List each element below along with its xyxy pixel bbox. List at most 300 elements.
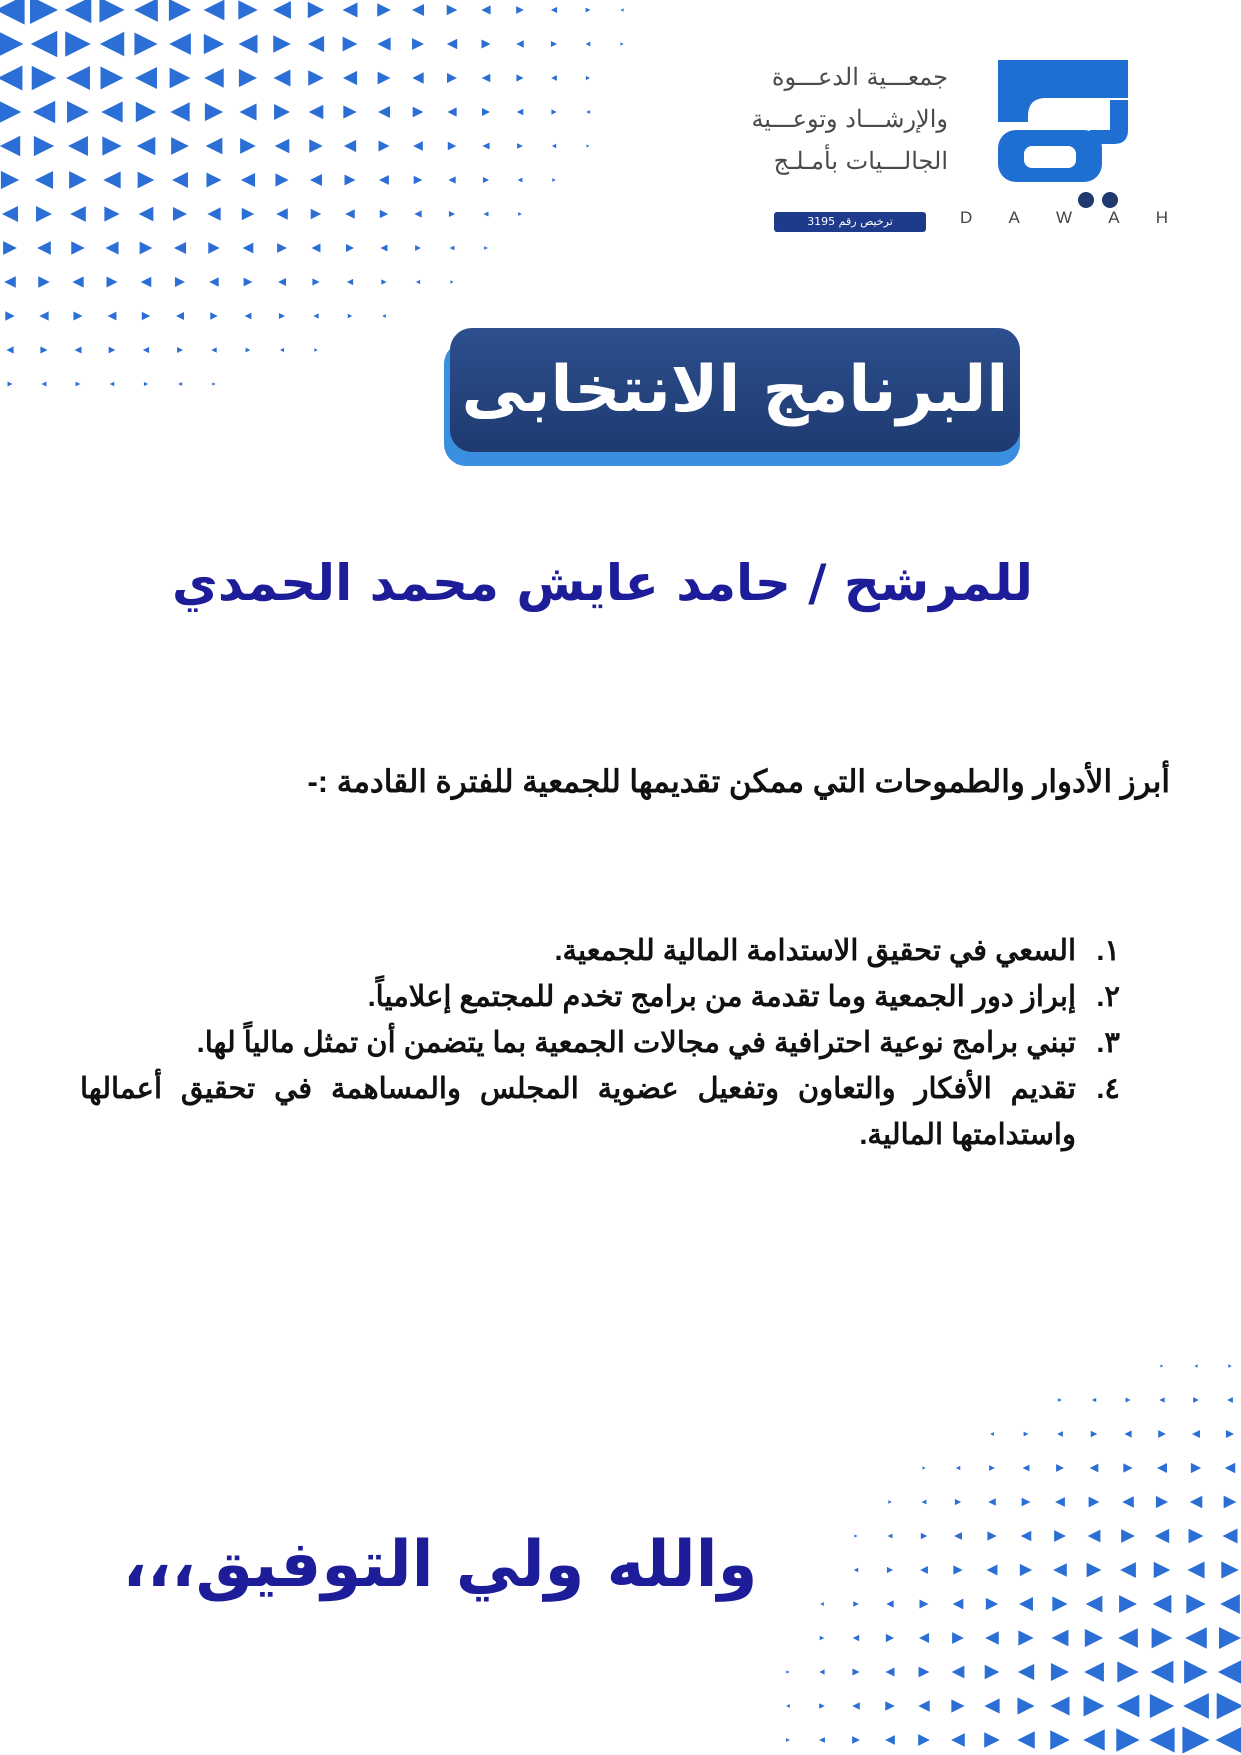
pattern-triangle xyxy=(311,209,322,220)
pattern-triangle xyxy=(381,245,388,252)
pattern-triangle xyxy=(209,277,218,286)
pattern-triangle xyxy=(1057,1431,1063,1437)
pattern-triangle xyxy=(108,312,117,321)
pattern-triangle xyxy=(413,141,423,151)
pattern-triangle xyxy=(211,347,216,352)
pattern-triangle xyxy=(1086,1596,1103,1613)
pattern-triangle xyxy=(99,0,124,23)
pattern-triangle xyxy=(1055,1497,1065,1507)
pattern-triangle xyxy=(274,104,290,120)
pattern-triangle xyxy=(73,311,82,320)
pattern-triangle xyxy=(1017,1697,1034,1714)
pattern-triangle xyxy=(0,0,25,25)
pattern-triangle xyxy=(276,208,288,220)
pattern-triangle xyxy=(1226,1430,1234,1438)
pattern-triangle xyxy=(1155,1529,1169,1543)
pattern-triangle xyxy=(481,5,490,14)
pattern-triangle xyxy=(852,1736,860,1744)
pattern-triangle xyxy=(379,175,389,185)
pattern-triangle xyxy=(39,311,48,320)
pattern-triangle xyxy=(984,1698,999,1713)
pattern-triangle xyxy=(517,143,523,149)
pattern-triangle xyxy=(852,1702,860,1710)
pattern-triangle xyxy=(107,277,118,288)
pattern-triangle xyxy=(516,74,523,81)
pattern-triangle xyxy=(175,277,185,287)
pattern-triangle xyxy=(280,348,284,352)
pattern-triangle xyxy=(140,242,153,255)
pattern-triangle xyxy=(1092,1398,1096,1402)
pattern-triangle xyxy=(345,209,355,219)
pattern-triangle xyxy=(922,1500,927,1505)
pattern-triangle xyxy=(952,1632,964,1644)
pattern-triangle xyxy=(210,312,217,319)
pattern-triangle xyxy=(31,31,58,58)
pattern-triangle xyxy=(1058,1398,1062,1402)
pattern-triangle xyxy=(0,136,20,156)
pattern-triangle xyxy=(1117,1661,1138,1682)
pattern-triangle xyxy=(586,8,591,13)
pattern-triangle xyxy=(1193,1397,1199,1403)
pattern-triangle xyxy=(343,3,358,18)
pattern-triangle xyxy=(310,174,322,186)
pattern-triangle xyxy=(2,206,18,222)
pattern-triangle xyxy=(1185,1627,1207,1649)
pattern-triangle xyxy=(1224,1496,1237,1509)
pattern-triangle xyxy=(110,382,115,387)
license-badge: ترخيص رقم 3195 xyxy=(774,212,926,232)
pattern-triangle xyxy=(8,382,13,387)
pattern-triangle xyxy=(819,1737,825,1743)
pattern-triangle xyxy=(447,73,457,83)
pattern-triangle xyxy=(308,70,324,86)
pattern-triangle xyxy=(1225,1463,1235,1473)
pattern-triangle xyxy=(448,176,455,183)
pattern-triangle xyxy=(922,1466,925,1469)
pattern-triangle xyxy=(1151,1661,1174,1684)
pattern-triangle xyxy=(552,144,556,148)
closing-phrase: والله ولي التوفيق،،، xyxy=(122,1528,758,1602)
pattern-triangle xyxy=(0,66,22,91)
pattern-triangle xyxy=(954,1532,962,1540)
logo-latin-name xyxy=(960,208,1168,228)
pattern-triangle xyxy=(984,1732,1000,1748)
pattern-triangle xyxy=(1159,1397,1164,1402)
pattern-triangle xyxy=(412,72,423,83)
pattern-triangle xyxy=(1090,1464,1099,1473)
pattern-triangle xyxy=(309,105,324,120)
pattern-triangle xyxy=(450,280,453,283)
pattern-triangle xyxy=(551,41,557,47)
pattern-triangle xyxy=(886,1634,894,1642)
pattern-triangle xyxy=(308,36,324,52)
pattern-triangle xyxy=(920,1566,928,1574)
pattern-triangle xyxy=(820,1602,824,1606)
pattern-triangle xyxy=(518,212,522,216)
pattern-triangle xyxy=(144,382,148,386)
pattern-triangle xyxy=(586,110,590,114)
goal-text: تقديم الأفكار والتعاون وتفعيل عضوية المجلس والمساهمة في تحقيق أعمالها واستدامتها المالية. xyxy=(80,1073,1076,1151)
pattern-triangle xyxy=(0,101,21,124)
pattern-triangle xyxy=(1122,1496,1134,1508)
pattern-triangle xyxy=(1216,1726,1241,1755)
pattern-triangle xyxy=(1088,1530,1101,1543)
pattern-triangle xyxy=(313,313,318,318)
pattern-triangle xyxy=(447,39,457,49)
pattern-triangle xyxy=(586,42,591,47)
pattern-triangle xyxy=(888,1500,891,1503)
pattern-triangle xyxy=(239,35,258,54)
pattern-triangle xyxy=(1187,1561,1204,1578)
pattern-triangle xyxy=(244,278,253,287)
pattern-triangle xyxy=(381,279,386,284)
pattern-triangle xyxy=(33,101,55,123)
pattern-triangle xyxy=(65,31,91,57)
pattern-triangle xyxy=(989,1465,995,1471)
pattern-triangle xyxy=(1018,1630,1033,1645)
pattern-triangle xyxy=(482,142,489,149)
pattern-triangle xyxy=(1085,1629,1103,1647)
pattern-triangle xyxy=(1084,1662,1104,1682)
pattern-triangle xyxy=(482,108,490,116)
pattern-triangle xyxy=(414,176,423,185)
pattern-triangle xyxy=(137,137,156,156)
pattern-triangle xyxy=(586,144,589,147)
pattern-triangle xyxy=(204,0,225,20)
pattern-triangle xyxy=(1117,1695,1140,1718)
pattern-triangle xyxy=(1119,1595,1137,1613)
pattern-triangle xyxy=(482,74,491,83)
pattern-triangle xyxy=(134,0,158,22)
pattern-triangle xyxy=(987,1565,998,1576)
pattern-triangle xyxy=(3,241,17,255)
pattern-triangle xyxy=(786,1670,789,1673)
pattern-triangle xyxy=(103,171,120,188)
pattern-triangle xyxy=(173,207,187,221)
pattern-triangle xyxy=(171,137,189,155)
pattern-triangle xyxy=(416,280,420,284)
pattern-triangle xyxy=(516,40,524,48)
pattern-triangle xyxy=(76,382,81,387)
pattern-triangle xyxy=(246,348,251,353)
pattern-triangle xyxy=(243,243,254,254)
pattern-triangle xyxy=(206,138,223,155)
pattern-triangle xyxy=(853,1601,859,1607)
pattern-triangle xyxy=(0,30,24,57)
program-title: البرنامج الانتخابى xyxy=(450,328,1020,452)
pattern-triangle xyxy=(1228,1364,1231,1367)
pattern-triangle xyxy=(172,172,188,188)
pattern-triangle xyxy=(1124,1430,1131,1437)
association-logo xyxy=(728,56,1198,236)
pattern-triangle xyxy=(275,173,288,186)
goal-number: ١. xyxy=(1096,935,1120,967)
pattern-triangle xyxy=(885,1701,894,1710)
pattern-triangle xyxy=(177,347,183,353)
pattern-triangle xyxy=(169,33,191,55)
pattern-triangle xyxy=(1054,1530,1066,1542)
goal-number: ٣. xyxy=(1096,1027,1120,1059)
goal-item-3 xyxy=(80,1020,1120,1066)
pattern-triangle xyxy=(169,0,191,21)
pattern-triangle xyxy=(382,314,386,318)
pattern-triangle xyxy=(1156,1496,1168,1508)
pattern-triangle xyxy=(956,1466,961,1471)
logo-line-3: الجالـــيات بأمـلـج xyxy=(773,147,948,175)
pattern-triangle xyxy=(343,105,356,118)
pattern-triangle xyxy=(484,246,488,250)
pattern-triangle xyxy=(207,207,220,220)
pattern-triangle xyxy=(204,68,224,88)
pattern-triangle xyxy=(1160,1364,1163,1367)
dawah-logo-mark-icon xyxy=(968,60,1158,210)
goals-heading: أبرز الأدوار والطموحات التي ممكن تقديمها للجمعية للفترة القادمة :- xyxy=(307,764,1170,799)
goals-list xyxy=(80,928,1120,1158)
pattern-triangle xyxy=(1022,1498,1031,1507)
pattern-triangle xyxy=(551,109,556,114)
pattern-triangle xyxy=(105,241,118,254)
pattern-triangle xyxy=(1056,1464,1064,1472)
pattern-triangle xyxy=(886,1600,893,1607)
pattern-triangle xyxy=(1149,1727,1174,1752)
pattern-triangle xyxy=(1186,1594,1205,1613)
pattern-triangle xyxy=(412,38,424,50)
pattern-triangle xyxy=(952,1666,965,1679)
pattern-triangle xyxy=(40,346,47,353)
pattern-triangle xyxy=(176,312,184,320)
pattern-triangle xyxy=(853,1635,859,1641)
pattern-triangle xyxy=(985,1631,999,1645)
pattern-triangle xyxy=(1191,1463,1201,1473)
pattern-triangle xyxy=(1116,1728,1139,1751)
pattern-triangle xyxy=(918,1734,930,1746)
pattern-triangle xyxy=(1189,1529,1204,1544)
pattern-triangle xyxy=(65,0,92,23)
pattern-triangle xyxy=(551,75,557,81)
pattern-triangle xyxy=(1217,1693,1241,1720)
pattern-triangle xyxy=(30,0,58,24)
pattern-triangle xyxy=(134,32,157,55)
candidate-name: للمرشح / حامد عايش محمد الحمدي xyxy=(172,554,1033,612)
pattern-triangle xyxy=(1153,1595,1172,1614)
pattern-triangle xyxy=(379,141,390,152)
pattern-triangle xyxy=(32,66,57,91)
pattern-triangle xyxy=(1194,1364,1197,1367)
pattern-triangle xyxy=(75,347,82,354)
pattern-triangle xyxy=(887,1567,893,1573)
pattern-triangle xyxy=(484,212,489,217)
pattern-triangle xyxy=(312,244,321,253)
pattern-triangle xyxy=(34,136,54,156)
pattern-triangle xyxy=(35,171,53,189)
pattern-triangle xyxy=(344,140,356,152)
pattern-triangle xyxy=(620,8,623,11)
logo-line-2: والإرشـــاد وتوعـــية xyxy=(751,105,948,133)
pattern-triangle xyxy=(517,109,524,116)
pattern-triangle xyxy=(1020,1564,1032,1576)
pattern-triangle xyxy=(1120,1562,1136,1578)
program-title-banner xyxy=(444,328,1024,470)
pattern-triangle xyxy=(1091,1431,1098,1438)
pattern-triangle xyxy=(1021,1531,1032,1542)
pattern-triangle xyxy=(273,1,291,19)
pattern-triangle xyxy=(1051,1663,1069,1681)
pattern-triangle xyxy=(1050,1696,1069,1715)
pattern-triangle xyxy=(953,1565,962,1574)
pattern-triangle xyxy=(378,72,391,85)
logo-letter-a2: A xyxy=(1108,208,1120,227)
pattern-triangle xyxy=(102,136,121,155)
pattern-triangle xyxy=(985,1665,1000,1680)
pattern-triangle xyxy=(174,242,186,254)
pattern-triangle xyxy=(483,177,489,183)
pattern-triangle xyxy=(1221,1561,1238,1578)
goal-item-2 xyxy=(80,974,1120,1020)
pattern-triangle xyxy=(245,313,252,320)
pattern-triangle xyxy=(1089,1497,1100,1508)
pattern-triangle xyxy=(1219,1627,1241,1649)
pattern-triangle xyxy=(309,139,322,152)
pattern-triangle xyxy=(141,277,152,288)
pattern-triangle xyxy=(1121,1529,1135,1543)
logo-arabic-name xyxy=(751,56,948,182)
pattern-triangle xyxy=(212,382,215,385)
pattern-triangle xyxy=(450,246,455,251)
pattern-triangle xyxy=(1087,1563,1102,1578)
pattern-triangle xyxy=(1023,1465,1030,1472)
pattern-triangle xyxy=(414,210,421,217)
pattern-triangle xyxy=(885,1735,895,1745)
pattern-triangle xyxy=(1154,1562,1171,1579)
pattern-triangle xyxy=(100,32,124,56)
pattern-triangle xyxy=(951,1733,965,1747)
logo-letter-a: A xyxy=(1008,208,1020,227)
pattern-triangle xyxy=(955,1499,961,1505)
pattern-triangle xyxy=(1052,1630,1069,1647)
pattern-triangle xyxy=(919,1633,929,1643)
pattern-triangle xyxy=(482,40,491,49)
pattern-triangle xyxy=(986,1598,998,1610)
pattern-triangle xyxy=(1050,1730,1070,1750)
pattern-triangle xyxy=(277,243,287,253)
pattern-triangle xyxy=(854,1568,858,1572)
pattern-triangle xyxy=(239,103,256,120)
pattern-triangle xyxy=(377,3,391,17)
pattern-triangle xyxy=(206,172,221,187)
pattern-triangle xyxy=(819,1669,824,1674)
logo-letter-w: W xyxy=(1055,208,1073,227)
pattern-triangle xyxy=(1084,1696,1105,1717)
pattern-triangle xyxy=(888,1534,893,1539)
pattern-triangle xyxy=(1190,1496,1203,1509)
pattern-triangle xyxy=(919,1599,928,1608)
pattern-triangle xyxy=(819,1703,825,1709)
pattern-triangle xyxy=(377,37,390,50)
pattern-triangle xyxy=(921,1533,927,1539)
pattern-triangle xyxy=(852,1668,859,1675)
pattern-triangle xyxy=(100,66,123,89)
pattern-triangle xyxy=(241,173,255,187)
pattern-triangle xyxy=(273,35,291,53)
pattern-triangle xyxy=(518,178,523,183)
logo-letter-h: H xyxy=(1155,208,1168,227)
pattern-triangle xyxy=(990,1432,994,1436)
pattern-triangle xyxy=(138,172,155,189)
pattern-triangle xyxy=(1227,1397,1233,1403)
pattern-triangle xyxy=(205,103,223,121)
pattern-triangle xyxy=(101,101,122,122)
pattern-triangle xyxy=(1053,1563,1067,1577)
pattern-triangle xyxy=(1152,1628,1173,1649)
pattern-triangle xyxy=(412,4,424,16)
pattern-triangle xyxy=(586,76,590,80)
pattern-triangle xyxy=(343,71,357,85)
pattern-triangle xyxy=(278,278,286,286)
pattern-triangle xyxy=(1118,1628,1138,1648)
pattern-triangle xyxy=(1182,1726,1209,1753)
pattern-triangle xyxy=(1126,1398,1131,1403)
pattern-triangle xyxy=(820,1636,825,1641)
pattern-triangle xyxy=(1018,1664,1034,1680)
pattern-triangle xyxy=(551,7,557,13)
pattern-triangle xyxy=(312,278,319,285)
pattern-triangle xyxy=(67,101,89,123)
pattern-triangle xyxy=(1017,1731,1035,1749)
pattern-triangle xyxy=(345,175,356,186)
pattern-triangle xyxy=(240,138,256,154)
pattern-triangle xyxy=(918,1700,929,1711)
pattern-triangle xyxy=(413,107,424,118)
pattern-triangle xyxy=(178,382,182,386)
pattern-triangle xyxy=(951,1699,964,1712)
pattern-triangle xyxy=(1220,1594,1240,1614)
pattern-triangle xyxy=(953,1599,964,1610)
pattern-triangle xyxy=(1184,1660,1208,1684)
pattern-triangle xyxy=(135,67,157,89)
pattern-triangle xyxy=(308,2,324,18)
goal-number: ٤. xyxy=(1096,1073,1120,1105)
pattern-triangle xyxy=(552,178,556,182)
pattern-triangle xyxy=(4,276,16,288)
pattern-triangle xyxy=(208,242,219,253)
pattern-triangle xyxy=(447,107,456,116)
pattern-triangle xyxy=(343,37,358,52)
pattern-triangle xyxy=(69,171,87,189)
pattern-triangle xyxy=(5,311,14,320)
pattern-triangle xyxy=(274,70,291,87)
goal-number: ٢. xyxy=(1096,981,1120,1013)
pattern-triangle xyxy=(1,171,19,189)
pattern-triangle xyxy=(347,279,353,285)
pattern-triangle xyxy=(136,102,156,122)
pattern-triangle xyxy=(1083,1729,1104,1750)
pattern-triangle xyxy=(620,42,623,45)
pattern-triangle xyxy=(854,1534,857,1537)
pattern-triangle xyxy=(346,244,354,252)
pattern-triangle xyxy=(238,0,257,19)
pattern-triangle xyxy=(448,142,456,150)
pattern-triangle xyxy=(70,206,86,222)
pattern-triangle xyxy=(516,6,524,14)
pattern-triangle xyxy=(380,210,388,218)
pattern-triangle xyxy=(279,313,285,319)
pattern-triangle xyxy=(378,106,390,118)
pattern-triangle xyxy=(786,1704,790,1708)
pattern-triangle xyxy=(1123,1463,1132,1472)
goal-item-4 xyxy=(80,1066,1120,1158)
pattern-triangle xyxy=(6,346,13,353)
pattern-triangle xyxy=(71,241,84,254)
